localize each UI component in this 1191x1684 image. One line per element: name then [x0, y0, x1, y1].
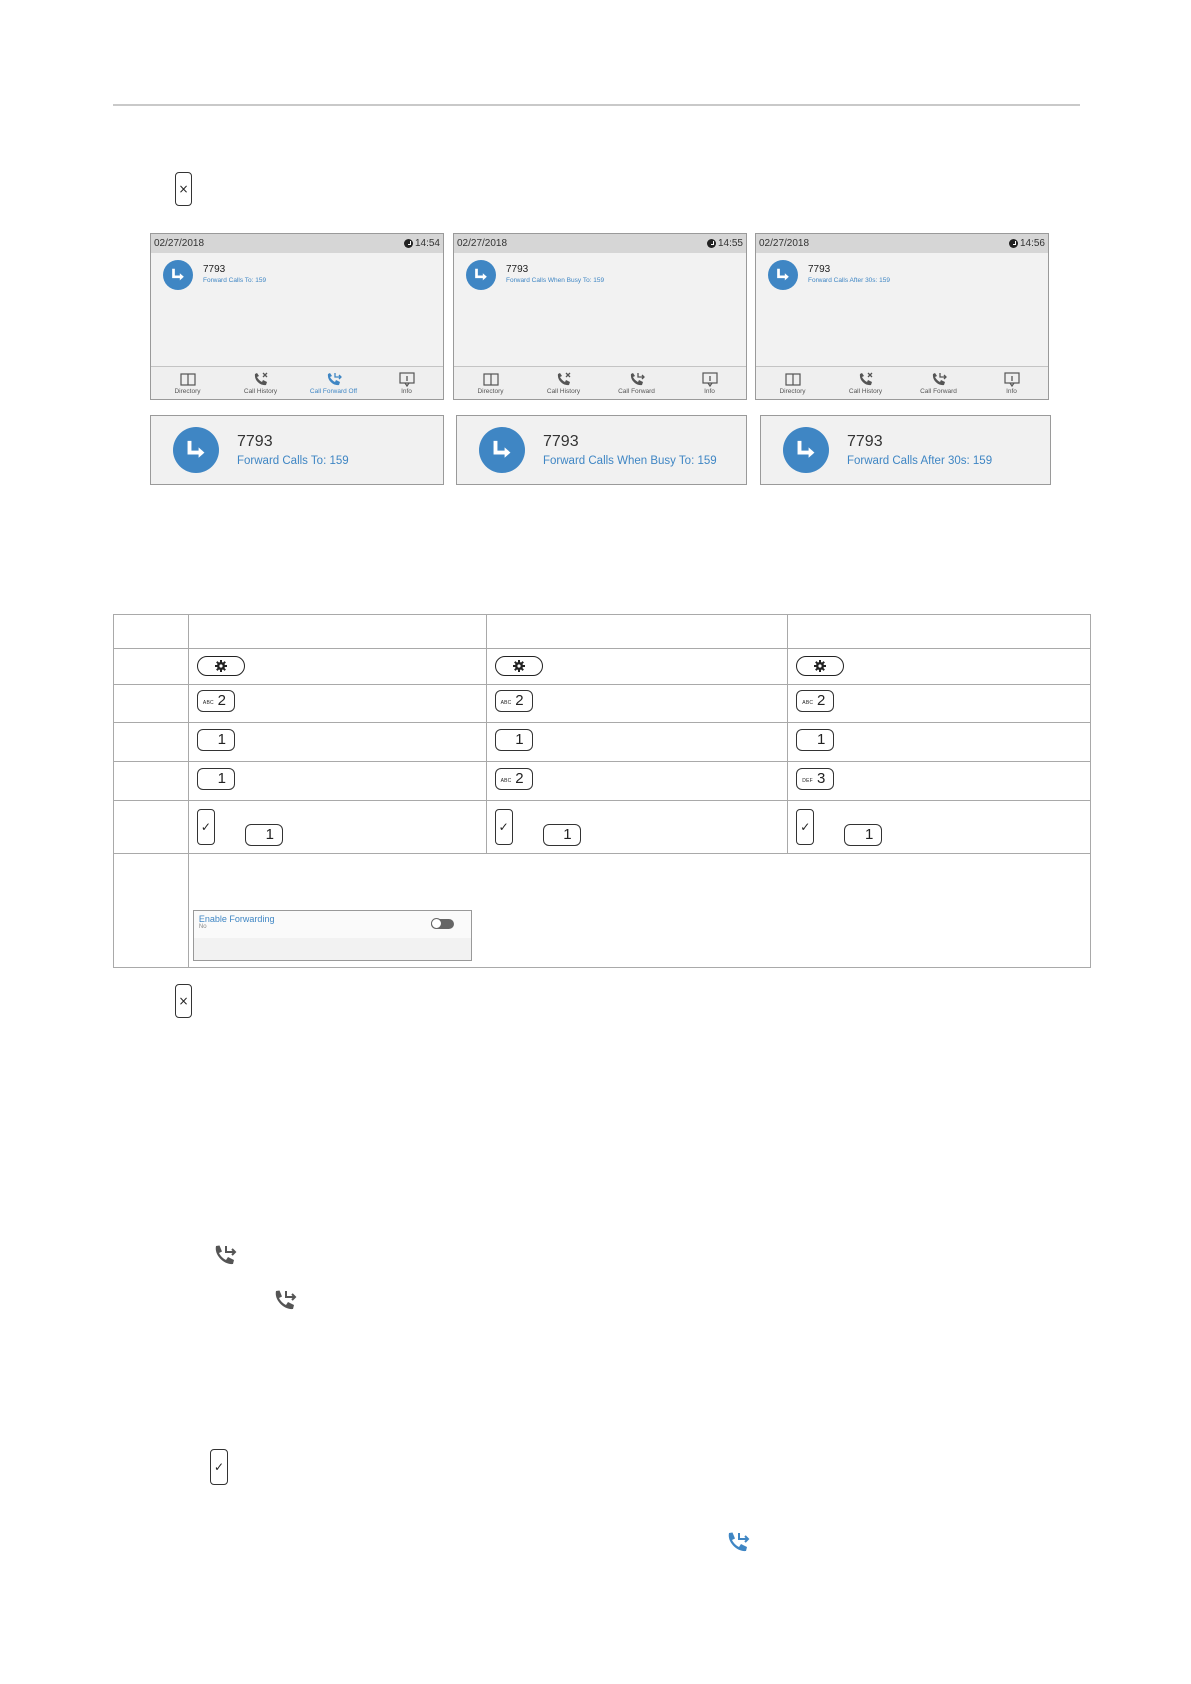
- forward-message: Forward Calls When Busy To: 159: [543, 455, 717, 467]
- digit-key: 1: [197, 768, 235, 790]
- caller-number: 7793: [506, 264, 529, 275]
- x-key: ×: [175, 172, 192, 206]
- date-label: 02/27/2018: [759, 238, 810, 249]
- phone-screen-2: [453, 233, 747, 400]
- softkey-directory[interactable]: Directory: [153, 372, 223, 395]
- clock-icon: [404, 239, 413, 248]
- digit-key: 1: [796, 729, 834, 751]
- table-row: [114, 762, 1091, 801]
- directory-icon: [784, 372, 802, 388]
- forwarding-toggle[interactable]: [431, 919, 454, 929]
- menu-key: [796, 656, 844, 676]
- softkey-call-history[interactable]: Call History: [831, 372, 901, 395]
- table-row: [114, 723, 1091, 762]
- forward-call-icon: [930, 372, 948, 388]
- enable-forwarding-setting: [193, 910, 472, 961]
- digit-key: ABC 2: [197, 690, 235, 712]
- softkey-directory[interactable]: Directory: [758, 372, 828, 395]
- ok-key: ✓: [796, 809, 814, 845]
- forward-call-icon: [212, 1244, 238, 1268]
- forward-call-icon: [783, 427, 829, 473]
- menu-key: [495, 656, 543, 676]
- forward-notification: [768, 260, 890, 290]
- softkey-call-forward[interactable]: Call Forward: [602, 372, 672, 395]
- date-label: 02/27/2018: [457, 238, 508, 249]
- forward-call-icon: [173, 427, 219, 473]
- table-cell: [788, 762, 1091, 801]
- clock-icon: [1009, 239, 1018, 248]
- table-cell: [188, 649, 486, 685]
- clock-icon: [707, 239, 716, 248]
- status-bar: [151, 234, 443, 253]
- forward-call-icon: [466, 260, 496, 290]
- table-cell: [114, 685, 189, 723]
- softkey-info[interactable]: Info: [675, 372, 745, 395]
- status-bar: [756, 234, 1048, 253]
- table-header-row: [114, 615, 1091, 649]
- forward-call-icon: [272, 1289, 298, 1313]
- phone-screen-1: [150, 233, 444, 400]
- table-cell: [486, 801, 788, 854]
- softkey-bar: [756, 366, 1048, 399]
- ok-key: ✓: [210, 1449, 228, 1485]
- info-icon: [701, 372, 719, 388]
- table-cell: [788, 723, 1091, 762]
- table-cell: [114, 649, 189, 685]
- forward-message: Forward Calls To: 159: [203, 277, 267, 284]
- call-history-icon: [252, 372, 270, 388]
- caller-number: 7793: [237, 433, 273, 450]
- table-cell: [486, 615, 788, 649]
- digit-key: 1: [495, 729, 533, 751]
- table-cell: [188, 854, 1090, 968]
- table-cell: [188, 723, 486, 762]
- table-cell: [114, 801, 189, 854]
- digit-key: DEF 3: [796, 768, 834, 790]
- table-cell: [114, 762, 189, 801]
- forwarding-steps-table: [113, 614, 1091, 968]
- time-label: 14:55: [717, 238, 743, 249]
- forward-call-icon: [725, 1531, 751, 1555]
- table-cell: [486, 723, 788, 762]
- zoom-notification-1: [150, 415, 444, 485]
- softkey-info[interactable]: Info: [372, 372, 442, 395]
- table-cell: [486, 685, 788, 723]
- forward-call-icon: [163, 260, 193, 290]
- forward-call-icon: [628, 372, 646, 388]
- digit-key: ABC 2: [495, 690, 533, 712]
- settings-gear-icon: [814, 660, 826, 672]
- zoom-notification-2: [456, 415, 747, 485]
- ok-key: ✓: [495, 809, 513, 845]
- setting-value: No: [198, 924, 207, 930]
- date-label: 02/27/2018: [154, 238, 205, 249]
- info-icon: [1003, 372, 1021, 388]
- forward-call-icon: [325, 372, 343, 388]
- softkey-call-history[interactable]: Call History: [226, 372, 296, 395]
- call-history-icon: [555, 372, 573, 388]
- table-cell: [114, 854, 189, 968]
- table-cell: [114, 723, 189, 762]
- table-cell: [788, 685, 1091, 723]
- softkey-bar: [454, 366, 746, 399]
- settings-gear-icon: [215, 660, 227, 672]
- softkey-bar: [151, 366, 443, 399]
- forward-message: Forward Calls After 30s: 159: [808, 277, 891, 284]
- table-row: [114, 854, 1091, 968]
- table-row: [114, 801, 1091, 854]
- table-cell: [188, 685, 486, 723]
- table-row: [114, 649, 1091, 685]
- status-bar: [454, 234, 746, 253]
- table-cell: [788, 801, 1091, 854]
- forward-notification: [163, 260, 266, 290]
- menu-key: [197, 656, 245, 676]
- table-cell: [188, 801, 486, 854]
- forward-call-icon: [768, 260, 798, 290]
- x-key: ×: [175, 984, 192, 1018]
- settings-gear-icon: [513, 660, 525, 672]
- softkey-info[interactable]: Info: [977, 372, 1047, 395]
- zoom-notification-3: [760, 415, 1051, 485]
- table-cell: [188, 615, 486, 649]
- softkey-call-history[interactable]: Call History: [529, 372, 599, 395]
- setting-label: Enable Forwarding: [198, 914, 275, 924]
- forward-call-icon: [479, 427, 525, 473]
- header-divider: [113, 104, 1080, 106]
- phone-screen-3: [755, 233, 1049, 400]
- caller-number: 7793: [847, 433, 883, 450]
- digit-key: 1: [844, 824, 882, 846]
- forward-message: Forward Calls When Busy To: 159: [506, 277, 605, 284]
- softkey-call-forward-off[interactable]: Call Forward Off: [299, 372, 369, 395]
- digit-key: 1: [197, 729, 235, 751]
- call-history-icon: [857, 372, 875, 388]
- time-label: 14:56: [1019, 238, 1045, 249]
- caller-number: 7793: [543, 433, 579, 450]
- time-label: 14:54: [414, 238, 440, 249]
- caller-number: 7793: [808, 264, 831, 275]
- directory-icon: [179, 372, 197, 388]
- softkey-directory[interactable]: Directory: [456, 372, 526, 395]
- softkey-call-forward[interactable]: Call Forward: [904, 372, 974, 395]
- table-row: [114, 685, 1091, 723]
- caller-number: 7793: [203, 264, 226, 275]
- forward-notification: [466, 260, 604, 290]
- digit-key: ABC 2: [796, 690, 834, 712]
- table-cell: [114, 615, 189, 649]
- table-cell: [788, 615, 1091, 649]
- digit-key: ABC 2: [495, 768, 533, 790]
- table-cell: [788, 649, 1091, 685]
- forward-message: Forward Calls To: 159: [237, 455, 349, 467]
- table-cell: [188, 762, 486, 801]
- forward-message: Forward Calls After 30s: 159: [847, 455, 993, 467]
- directory-icon: [482, 372, 500, 388]
- table-cell: [486, 649, 788, 685]
- table-cell: [486, 762, 788, 801]
- digit-key: 1: [543, 824, 581, 846]
- ok-key: ✓: [197, 809, 215, 845]
- digit-key: 1: [245, 824, 283, 846]
- info-icon: [398, 372, 416, 388]
